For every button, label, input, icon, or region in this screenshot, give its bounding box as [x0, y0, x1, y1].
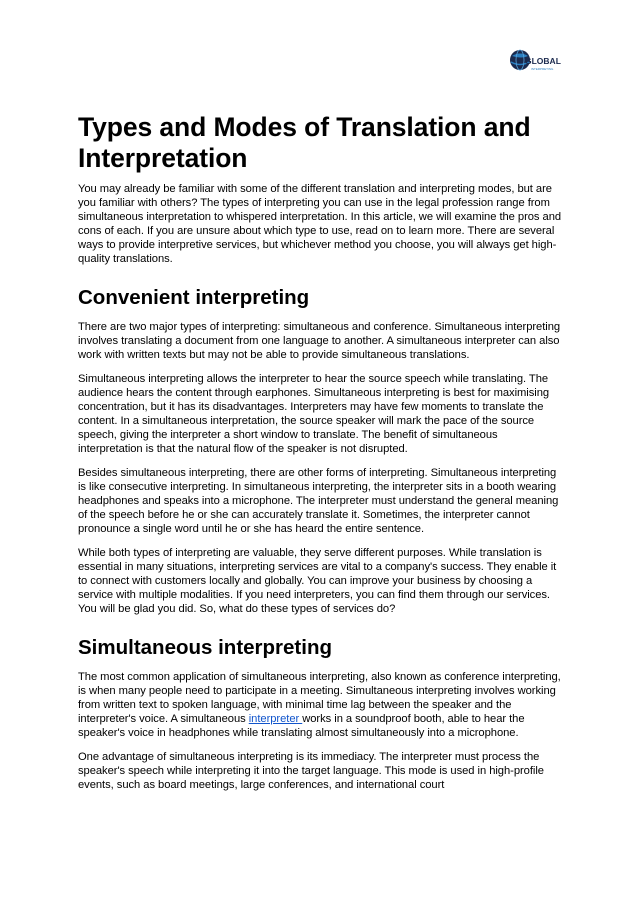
logo-subtext: INTERPRETING [531, 67, 554, 71]
article-body [78, 112, 562, 792]
page-title: Types and Modes of Translation and Interpretation [78, 112, 531, 173]
section2-p1-text-after: works in a soundproof booth, able to hear the speaker's voice in headphones while translating almost simultaneously into a microphone. [78, 713, 525, 739]
intro-paragraph: You may already be familiar with some of the different translation and interpreting modes, but are you familiar with others? The types of interpreting you can use in the legal profession range from simultaneous interpretation to whispered interpretation. In this article, we will examine the pros and cons of each. If you are unsure about which type to use, read on to learn more. There are several ways to provide interpretive services, but whichever method you choose, you will always get high-quality translations. [78, 183, 562, 265]
section1-paragraph-1: There are two major types of interpreting: simultaneous and conference. Simultaneous interpreting involves translating a document from one language to another. A simultaneous interpreter can also work with written texts but may not be able to provide simultaneous translations. [78, 321, 561, 361]
section1-paragraph-3: Besides simultaneous interpreting, there are other forms of interpreting. Simultaneous interpreting is like consecutive interpreting. In simultaneous interpreting, the interpreter sits in a booth wearing headphones and speaks into a microphone. The interpreter must understand the general meaning of the speech before he or she can accurately translate it. Sometimes, the interpreter cannot pronounce a single word until he or she has heard the entire sentence. [78, 467, 559, 535]
section2-p1-text-before: The most common application of simultaneous interpreting, also known as conference interpreting, is when many people need to participate in a meeting. Simultaneous interpreting involves working from written text to spoken language, with minimal time lag between the speaker and the interpreter's voice. A simultaneous [78, 671, 561, 725]
logo-text: GLOBAL [525, 56, 561, 66]
section2-paragraph-2: One advantage of simultaneous interpreting is its immediacy. The interpreter must process the speaker's speech while interpreting it into the target language. This mode is used in high-profile events, such as board meetings, large conferences, and international court [78, 751, 544, 791]
section-heading-convenient: Convenient interpreting [78, 286, 310, 309]
section1-paragraph-2: Simultaneous interpreting allows the interpreter to hear the source speech while translating. The audience hears the content through earphones. Simultaneous interpreting is best for maximising concentration, but it has its disadvantages. Interpreters may have few moments to translate the content. In a simultaneous interpretation, the source speaker will mark the pace of the source speech, giving the interpreter a short window to translate. The benefit of simultaneous interpretation is that the natural flow of the speaker is not disrupted. [78, 373, 550, 455]
section2-paragraph-1 [78, 670, 562, 740]
section-heading-simultaneous: Simultaneous interpreting [78, 636, 332, 659]
interpreter-link[interactable]: interpreter [248, 713, 303, 725]
global-logo [509, 47, 565, 75]
section1-paragraph-4: While both types of interpreting are valuable, they serve different purposes. While translation is essential in many situations, interpreting services are vital to a company's success. They enable it to connect with customers locally and globally. You can improve your business by choosing a service with multiple modalities. If you need interpreters, you can find them through our services. You will be glad you did. So, what do these types of services do? [78, 547, 557, 615]
globe-icon [509, 47, 565, 75]
